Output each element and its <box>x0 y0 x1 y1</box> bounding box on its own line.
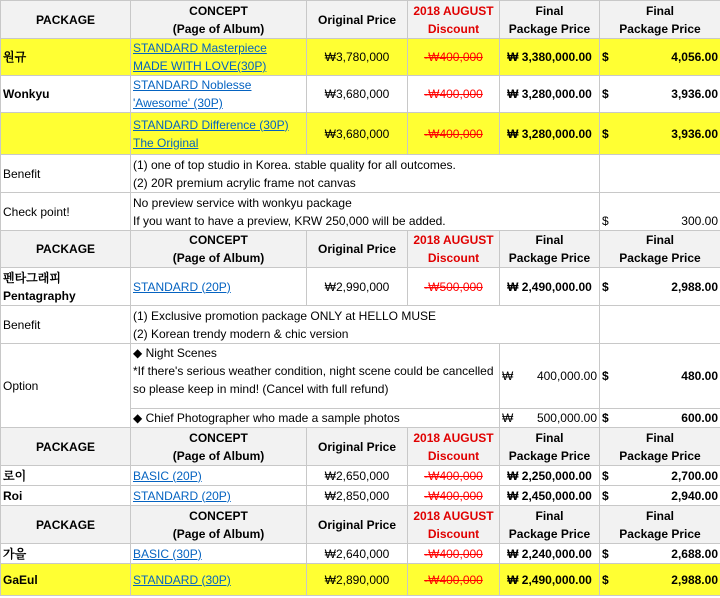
final-price: ₩ 2,240,000.00 <box>500 544 600 564</box>
header-row <box>1 1 720 39</box>
original-price: ₩3,780,000 <box>307 39 408 76</box>
final-price: ₩ 3,380,000.00 <box>500 39 600 76</box>
header-package: PACKAGE <box>1 428 131 466</box>
option-chief-photographer: ◆ Chief Photographer who made a sample photos <box>131 409 500 428</box>
header-concept: CONCEPT (Page of Album) <box>131 231 307 268</box>
concept-link[interactable]: STANDARD Noblesse 'Awesome' (30P) <box>131 76 307 113</box>
original-price: ₩2,640,000 <box>307 544 408 564</box>
final-price-usd: $ 3,936.00 <box>600 113 720 155</box>
final-price-usd: $ 2,988.00 <box>600 268 720 306</box>
option-row <box>1 344 720 409</box>
discount: -₩400,000 <box>408 113 500 155</box>
header-concept: CONCEPT (Page of Album) <box>131 506 307 544</box>
header-concept: CONCEPT (Page of Album) <box>131 428 307 466</box>
header-final-usd: Final Package Price <box>600 506 720 544</box>
header-final: Final Package Price <box>500 428 600 466</box>
header-final-usd: Final Package Price <box>600 1 720 39</box>
option-label: Option <box>1 344 131 428</box>
final-price: ₩ 2,490,000.00 <box>500 268 600 306</box>
table-row <box>1 113 720 155</box>
option-usd: $ 600.00 <box>600 409 720 428</box>
original-price: ₩3,680,000 <box>307 113 408 155</box>
header-discount: 2018 AUGUST Discount <box>408 428 500 466</box>
original-price: ₩2,990,000 <box>307 268 408 306</box>
benefit-text: (1) one of top studio in Korea. stable quality for all outcomes. (2) 20R premium acrylic frame not canvas <box>131 155 600 193</box>
package-name-empty <box>1 113 131 155</box>
option-krw: ₩ 500,000.00 <box>500 409 600 428</box>
package-name: GaEul <box>1 564 131 596</box>
final-price-usd: $ 2,988.00 <box>600 564 720 596</box>
header-row <box>1 428 720 466</box>
final-price: ₩ 2,250,000.00 <box>500 466 600 486</box>
discount: -₩400,000 <box>408 564 500 596</box>
header-final: Final Package Price <box>500 506 600 544</box>
discount: -₩500,000 <box>408 268 500 306</box>
header-original: Original Price <box>307 1 408 39</box>
option-night-scenes: ◆ Night Scenes *If there's serious weather condition, night scene could be cancelled so please keep in mind! (Cancel with full refund) <box>131 344 500 409</box>
discount: -₩400,000 <box>408 76 500 113</box>
original-price: ₩2,650,000 <box>307 466 408 486</box>
header-concept: CONCEPT (Page of Album) <box>131 1 307 39</box>
table-row <box>1 564 720 596</box>
option-krw: ₩ 400,000.00 <box>500 344 600 409</box>
discount: -₩400,000 <box>408 486 500 506</box>
header-package: PACKAGE <box>1 1 131 39</box>
header-original: Original Price <box>307 231 408 268</box>
header-discount: 2018 AUGUST Discount <box>408 1 500 39</box>
header-discount: 2018 AUGUST Discount <box>408 506 500 544</box>
final-price-usd: $ 3,936.00 <box>600 76 720 113</box>
header-package: PACKAGE <box>1 231 131 268</box>
final-price: ₩ 2,450,000.00 <box>500 486 600 506</box>
table-row <box>1 486 720 506</box>
benefit-label: Benefit <box>1 306 131 344</box>
final-price: ₩ 3,280,000.00 <box>500 113 600 155</box>
benefit-empty <box>600 306 720 344</box>
package-name: 가을 <box>1 544 131 564</box>
header-original: Original Price <box>307 428 408 466</box>
final-price-usd: $ 2,940.00 <box>600 486 720 506</box>
package-name: Wonkyu <box>1 76 131 113</box>
final-price: ₩ 3,280,000.00 <box>500 76 600 113</box>
concept-link[interactable]: BASIC (20P) <box>131 466 307 486</box>
original-price: ₩2,890,000 <box>307 564 408 596</box>
final-price: ₩ 2,490,000.00 <box>500 564 600 596</box>
original-price: ₩3,680,000 <box>307 76 408 113</box>
table-row <box>1 39 720 76</box>
concept-link[interactable]: STANDARD (20P) <box>131 486 307 506</box>
original-price: ₩2,850,000 <box>307 486 408 506</box>
package-name: 원규 <box>1 39 131 76</box>
final-price-usd: $ 4,056.00 <box>600 39 720 76</box>
discount: -₩400,000 <box>408 39 500 76</box>
benefit-empty <box>600 155 720 193</box>
table-row <box>1 76 720 113</box>
header-final-usd: Final Package Price <box>600 231 720 268</box>
check-label: Check point! <box>1 193 131 231</box>
concept-link[interactable]: STANDARD Difference (30P) The Original <box>131 113 307 155</box>
check-row <box>1 193 720 231</box>
check-text: No preview service with wonkyu package If you want to have a preview, KRW 250,000 will be added. <box>131 193 600 231</box>
discount: -₩400,000 <box>408 544 500 564</box>
package-name: Roi <box>1 486 131 506</box>
final-price-usd: $ 2,700.00 <box>600 466 720 486</box>
concept-link[interactable]: STANDARD Masterpiece MADE WITH LOVE(30P) <box>131 39 307 76</box>
concept-link[interactable]: STANDARD (30P) <box>131 564 307 596</box>
discount: -₩400,000 <box>408 466 500 486</box>
header-row <box>1 231 720 268</box>
concept-link[interactable]: BASIC (30P) <box>131 544 307 564</box>
benefit-row <box>1 155 720 193</box>
benefit-label: Benefit <box>1 155 131 193</box>
header-original: Original Price <box>307 506 408 544</box>
check-usd: $ 300.00 <box>600 193 720 231</box>
benefit-row <box>1 306 720 344</box>
option-usd: $ 480.00 <box>600 344 720 409</box>
table-row <box>1 544 720 564</box>
benefit-text: (1) Exclusive promotion package ONLY at HELLO MUSE (2) Korean trendy modern & chic version <box>131 306 600 344</box>
table-row <box>1 466 720 486</box>
concept-link[interactable]: STANDARD (20P) <box>131 268 307 306</box>
final-price-usd: $ 2,688.00 <box>600 544 720 564</box>
table-row <box>1 268 720 306</box>
header-row <box>1 506 720 544</box>
header-final: Final Package Price <box>500 231 600 268</box>
header-final-usd: Final Package Price <box>600 428 720 466</box>
package-name: 로이 <box>1 466 131 486</box>
header-final: Final Package Price <box>500 1 600 39</box>
header-package: PACKAGE <box>1 506 131 544</box>
header-discount: 2018 AUGUST Discount <box>408 231 500 268</box>
package-name: 펜타그래피 Pentagraphy <box>1 268 131 306</box>
